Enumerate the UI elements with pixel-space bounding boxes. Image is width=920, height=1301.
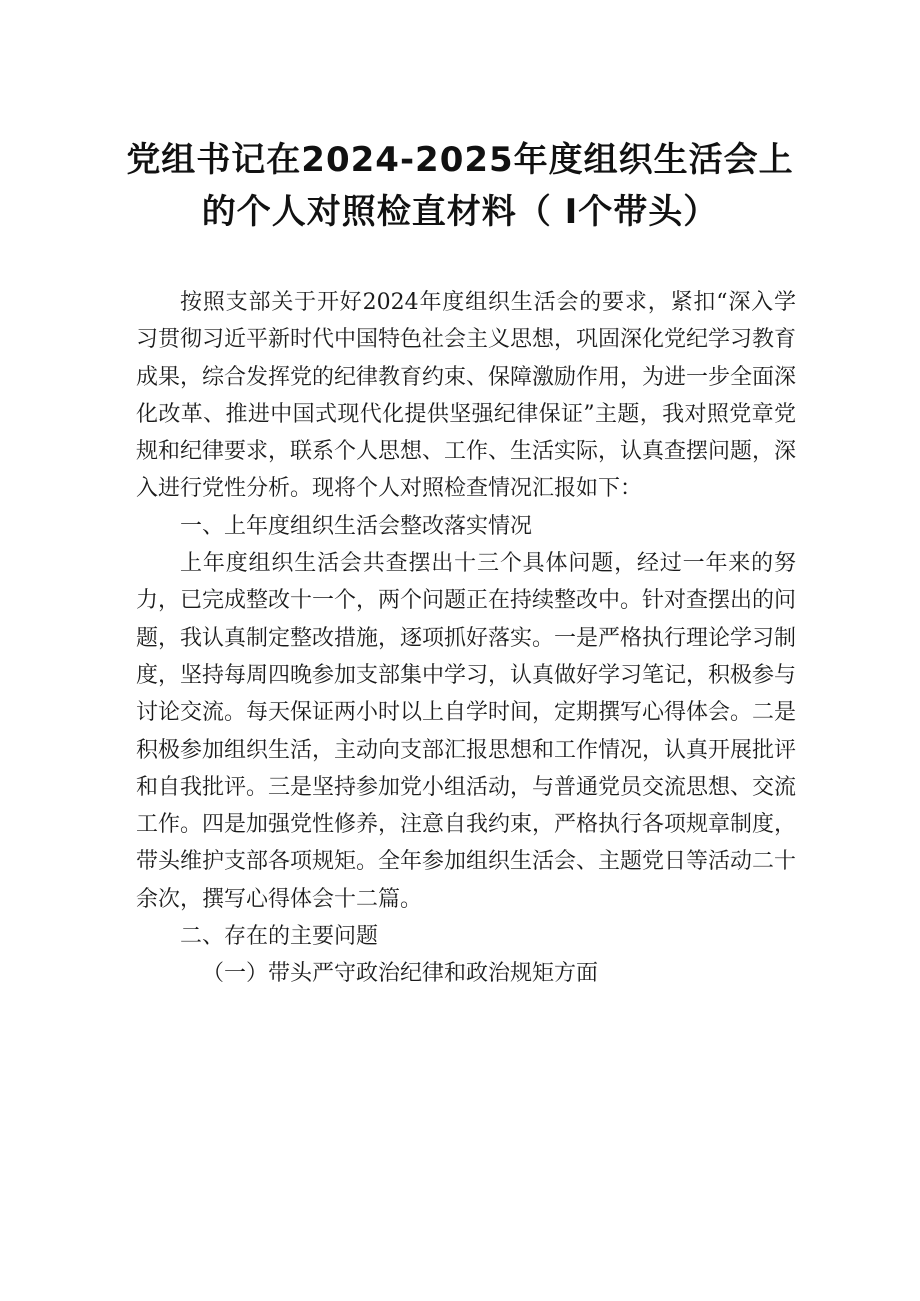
- section-heading-2: 二、存在的主要问题: [180, 924, 379, 950]
- document-body: [136, 284, 796, 993]
- subsection-heading-1: （一）带头严守政治纪律和政治规矩方面: [202, 961, 599, 987]
- document-title-line1: 党组书记在2024-2025年度组织生活会上: [126, 140, 794, 180]
- document-title-line2: 的个人对照检直材料（ I个带头）: [201, 192, 719, 232]
- section-heading-1: 一、上年度组织生活会整改落实情况: [180, 513, 533, 539]
- section-1-paragraph: 上年度组织生活会共查摆出十三个具体问题，经过一年来的努力，已完成整改十一个，两个问题正在持续整改中。针对查摆出的问题，我认真制定整改措施，逐项抓好落实。一是严格执行理论学习制度，坚持每周四晚参加支部集中学习，认真做好学习笔记，积极参与讨论交流。每天保证两小时以上自学时间，定期撰写心得体会。二是积极参加组织生活，主动向支部汇报思想和工作情况，认真开展批评和自我批评。三是坚持参加党小组活动，与普通党员交流思想、交流工作。四是加强党性修养，注意自我约束，严格执行各项规章制度，带头维护支部各项规矩。全年参加组织生活会、主题党日等活动二十余次，撰写心得体会十二篇。: [136, 551, 797, 912]
- intro-paragraph: 按照支部关于开好2024年度组织生活会的要求，紧扣“深入学习贯彻习近平新时代中国特色社会主义思想，巩固深化党纪学习教育成果，综合发挥党的纪律教育约束、保障激励作用，为进一步全面深化改革、推进中国式现代化提供坚强纪律保证”主题，我对照党章党规和纪律要求，联系个人思想、工作、生活实际，认真查摆问题，深入进行党性分析。现将个人对照检查情况汇报如下：: [136, 290, 797, 502]
